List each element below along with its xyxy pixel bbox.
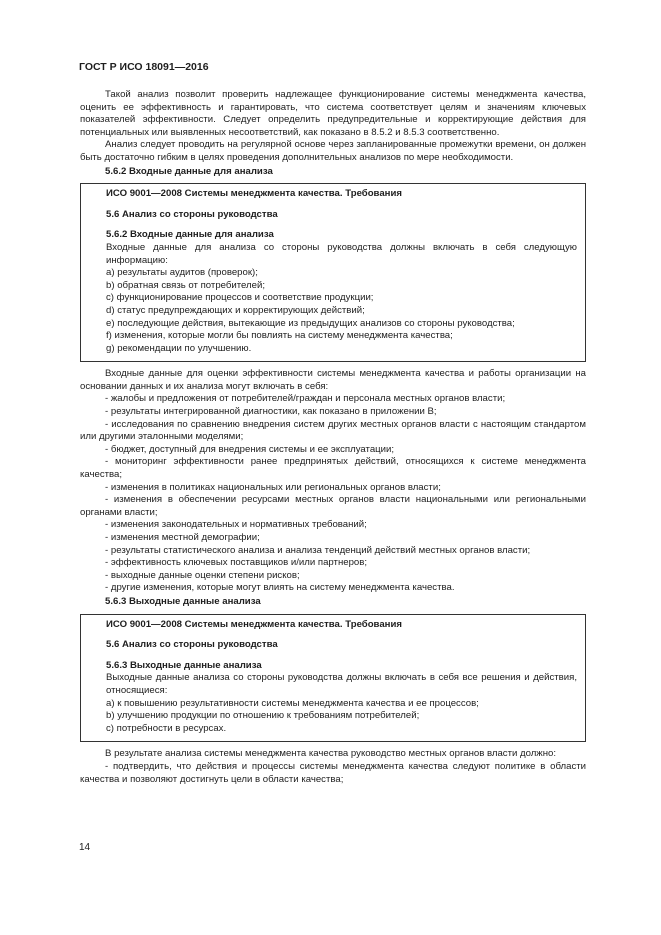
box1-list-item: g) рекомендации по улучшению. (106, 342, 252, 354)
box1-list-item: f) изменения, которые могли бы повлиять на систему менеджмента качества; (106, 330, 453, 342)
box2-list-item: a) к повышению результативности системы менеджмента качества и ее процессов; (106, 697, 479, 709)
list-item: - результаты статистического анализа и анализа тенденций действий местных органов власти; (105, 544, 531, 556)
box1-list-item: c) функционирование процессов и соответствие продукции; (106, 292, 374, 304)
list-item: - другие изменения, которые могут влиять на систему менеджмента качества. (105, 582, 455, 594)
list-item: - изменения местной демографии; (105, 532, 260, 543)
list-item: - бюджет, доступный для внедрения системы и ее эксплуатации; (105, 443, 395, 455)
list-item: - мониторинг эффективности ранее предпринятых действий, относящихся к системе менеджмента качества; (80, 456, 586, 481)
list-item: - исследования по сравнению внедрения систем других местных органов власти с настоящим стандартом или другими эталонными моделями; (80, 418, 586, 443)
section-heading-5-6-2: 5.6.2 Входные данные для анализа (105, 165, 273, 177)
box2-subtitle: 5.6 Анализ со стороны руководства (106, 639, 278, 651)
box1-subtitle: 5.6 Анализ со стороны руководства (106, 208, 278, 220)
box1-heading: 5.6.2 Входные данные для анализа (106, 229, 274, 241)
box1-list-item: e) последующие действия, вытекающие из предыдущих анализов со стороны руководства; (106, 317, 515, 329)
page-number: 14 (79, 842, 91, 853)
list-item: - выходные данные оценки степени рисков; (105, 569, 300, 581)
standard-quote-box-1 (80, 183, 586, 362)
box2-heading: 5.6.3 Выходные данные анализа (106, 659, 262, 671)
box2-list-item: c) потребности в ресурсах. (106, 722, 227, 734)
list-item: - изменения в политиках национальных или региональных органов власти; (105, 481, 441, 493)
box1-text: Входные данные для анализа со стороны руководства должны включать в себя следующую информацию: (106, 241, 577, 266)
box2-title: ИСО 9001—2008 Системы менеджмента качества. Требования (106, 618, 402, 630)
box2-list-item: b) улучшению продукции по отношению к требованиям потребителей; (106, 710, 420, 722)
paragraph-inputs: Входные данные для оценки эффективности системы менеджмента качества и работы организации на основании данных и их анализа могут включать в себя: (80, 368, 586, 392)
intro-paragraph-1: Такой анализ позволит проверить надлежащее функционирование системы менеджмента качества, оценить ее эффективность и гарантировать, что система соответствует целям и значениям ключевых показателей эффективности. Следует определить предупредительные и корректирующие действия для потенциальных или выявленных несоответствий, как показано в 8.5.2 и 8.5.3 соответственно. (80, 89, 586, 138)
list-item: - подтвердить, что действия и процессы системы менеджмента качества следуют политике в области качества и позволяют достигнуть цели в области качества; (80, 760, 586, 785)
section-heading-5-6-3: 5.6.3 Выходные данные анализа (105, 595, 261, 607)
list-item: - изменения в обеспечении ресурсами местных органов власти национальными или региональными органами власти; (80, 494, 586, 518)
box1-list-item: d) статус предупреждающих и корректирующих действий; (106, 304, 365, 316)
box2-text: Выходные данные анализа со стороны руководства должны включать в себя все решения и действия, относящиеся: (106, 672, 577, 696)
list-item: - жалобы и предложения от потребителей/граждан и персонала местных органов власти; (105, 393, 506, 405)
box1-title: ИСО 9001—2008 Системы менеджмента качества. Требования (106, 188, 402, 200)
page-content (80, 89, 586, 786)
list-item: - эффективность ключевых поставщиков и/или партнеров; (105, 557, 368, 569)
document-header: ГОСТ Р ИСО 18091—2016 (79, 61, 209, 73)
list-item: - изменения законодательных и нормативных требований; (105, 519, 367, 531)
standard-quote-box-2 (80, 614, 586, 743)
paragraph-outputs: В результате анализа системы менеджмента качества руководство местных органов власти должно: (105, 748, 557, 760)
box1-list-item: a) результаты аудитов (проверок); (106, 267, 258, 279)
intro-paragraph-2: Анализ следует проводить на регулярной основе через запланированные промежутки времени, он должен быть достаточно гибким в целях проведения дополнительных анализов по мере необходимости. (80, 139, 586, 163)
box1-list-item: b) обратная связь от потребителей; (106, 279, 265, 291)
list-item: - результаты интегрированной диагностики, как показано в приложении В; (105, 406, 437, 418)
